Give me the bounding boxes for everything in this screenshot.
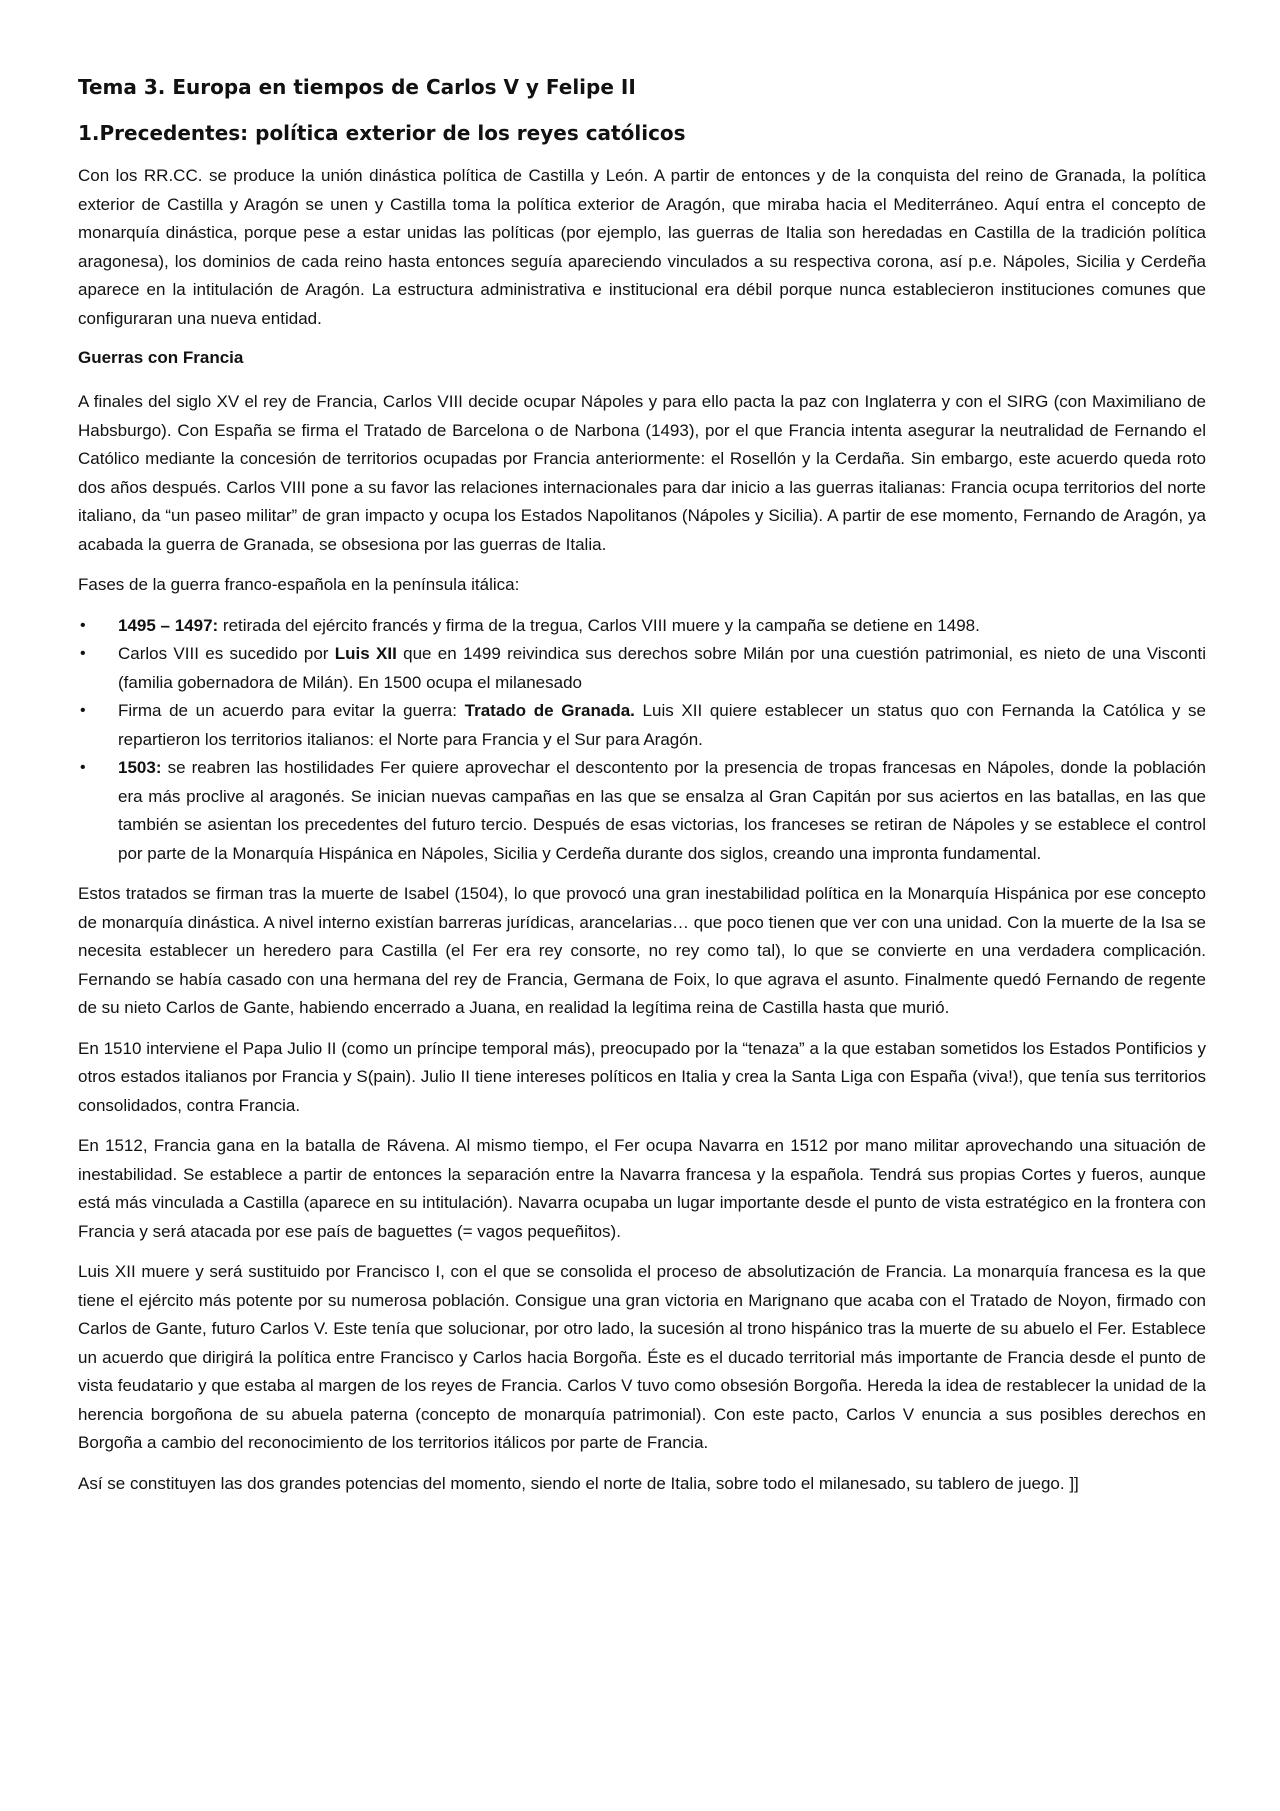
list-item-text-post: que en 1499 reivindica sus derechos sobre Milán por una cuestión patrimonial, es nieto de una Visconti (familia gobernadora de Milán). En 1500 ocupa el milanesado	[118, 644, 1206, 692]
list-item	[78, 754, 1206, 868]
list-item-bold: Tratado de Granada.	[464, 701, 635, 720]
bullet-icon: •	[80, 702, 86, 719]
paragraph-final: Así se constituyen las dos grandes potencias del momento, siendo el norte de Italia, sobre todo el milanesado, su tablero de juego. ]]	[78, 1473, 1079, 1493]
list-item-lead: 1495 – 1497:	[118, 615, 219, 635]
list-item-text-pre: Firma de un acuerdo para evitar la guerra:	[118, 701, 465, 720]
phases-list	[78, 612, 1206, 869]
paragraph-france: A finales del siglo XV el rey de Francia, Carlos VIII decide ocupar Nápoles y para ello pacta la paz con Inglaterra y con el SIRG (con Maximiliano de Habsburgo). Con España se firma el Tratado de Barcelona o de Narbona (1493), por el que Francia intenta asegurar la neutralidad de Fernando el Católico mediante la concesión de territorios ocupadas por Francia anteriormente: el Rosellón y la Cerdaña. Sin embargo, este acuerdo queda roto dos años después. Carlos VIII pone a su favor las relaciones internacionales para dar inicio a las guerras italianas: Francia ocupa territorios del norte italiano, da “un paseo militar” de gran impacto y ocupa los Estados Napolitanos (Nápoles y Sicilia). A partir de ese momento, Fernando de Aragón, ya acabada la guerra de Granada, se obsesiona por las guerras de Italia.	[78, 392, 1206, 554]
list-item-text: retirada del ejército francés y firma de la tregua, Carlos VIII muere y la campaña se detiene en 1498.	[218, 615, 980, 635]
list-item	[78, 640, 1206, 697]
paragraph-1510: En 1510 interviene el Papa Julio II (como un príncipe temporal más), preocupado por la “tenaza” a la que estaban sometidos los Estados Pontificios y otros estados italianos por Francia y S(pain). Julio II tiene intereses políticos en Italia y crea la Santa Liga con España (viva!), que tenía sus territorios consolidados, contra Francia.	[78, 1038, 1206, 1115]
section-title: 1.Precedentes: política exterior de los reyes católicos	[78, 121, 686, 145]
paragraph-1512: En 1512, Francia gana en la batalla de Rávena. Al mismo tiempo, el Fer ocupa Navarra en 1512 por mano militar aprovechando una situación de inestabilidad. Se establece a partir de entonces la separación entre la Navarra francesa y la española. Tendrá sus propias Cortes y fueros, aunque está más vinculada a Castilla (aparece en su intitulación). Navarra ocupaba un lugar importante desde el punto de vista estratégico en la frontera con Francia y será atacada por ese país de baguettes (= vagos pequeñitos).	[78, 1136, 1206, 1241]
intro-paragraph: Con los RR.CC. se produce la unión dinástica política de Castilla y León. A partir de entonces y de la conquista del reino de Granada, la política exterior de Castilla y Aragón se unen y Castilla toma la política exterior de Aragón, que miraba hacia el Mediterráneo. Aquí entra el concepto de monarquía dinástica, porque pese a estar unidas las políticas (por ejemplo, las guerras de Italia son heredadas en Castilla de la tradición política aragonesa), los dominios de cada reino hasta entonces seguía apareciendo vinculados a su respectiva corona, así p.e. Nápoles, Sicilia y Cerdeña aparece en la intitulación de Aragón. La estructura administrativa e institucional era débil porque nunca establecieron instituciones comunes que configuraran una nueva entidad.	[78, 166, 1206, 328]
list-item-text-post: Luis XII quiere establecer un status quo con Fernanda la Católica y se repartieron los territorios italianos: el Norte para Francia y el Sur para Aragón.	[118, 701, 1206, 749]
bullet-icon: •	[80, 645, 86, 662]
subheading-guerras-con-francia: Guerras con Francia	[78, 348, 244, 367]
list-item	[78, 612, 1206, 641]
document-title: Tema 3. Europa en tiempos de Carlos V y Felipe II	[78, 75, 636, 99]
paragraph-luis-xii: Luis XII muere y será sustituido por Francisco I, con el que se consolida el proceso de absolutización de Francia. La monarquía francesa es la que tiene el ejército más potente por su numerosa población. Consigue una gran victoria en Marignano que acaba con el Tratado de Noyon, firmado con Carlos de Gante, futuro Carlos V. Este tenía que solucionar, por otro lado, la sucesión al trono hispánico tras la muerte de su abuelo el Fer. Establece un acuerdo que dirigirá la política entre Francisco y Carlos hacia Borgoña. Éste es el ducado territorial más importante de Francia desde el punto de vista feudatario y que estaba al margen de los reyes de Francia. Carlos V tuvo como obsesión Borgoña. Hereda la idea de restablecer la unidad de la herencia borgoñona de su abuela paterna (concepto de monarquía patrimonial). Con este pacto, Carlos V enuncia a sus posibles derechos en Borgoña a cambio del reconocimiento de los territorios itálicos por parte de Francia.	[78, 1262, 1206, 1452]
paragraph-isabel: Estos tratados se firman tras la muerte de Isabel (1504), lo que provocó una gran inestabilidad política en la Monarquía Hispánica por ese concepto de monarquía dinástica. A nivel interno existían barreras jurídicas, arancelarias… que poco tienen que ver con una unidad. Con la muerte de la Isa se necesita establecer un heredero para Castilla (el Fer era rey consorte, no rey como tal), lo que se convierte en una verdadera complicación. Fernando se había casado con una hermana del rey de Francia, Germana de Foix, lo que agrava el asunto. Finalmente quedó Fernando de regente de su nieto Carlos de Gante, habiendo encerrado a Juana, en realidad la legítima reina de Castilla hasta que murió.	[78, 884, 1206, 1017]
bullet-icon: •	[80, 616, 86, 634]
phases-intro: Fases de la guerra franco-española en la península itálica:	[78, 575, 520, 594]
list-item-lead: 1503:	[118, 758, 162, 777]
list-item-bold: Luis XII	[334, 644, 397, 663]
list-item	[78, 697, 1206, 754]
list-item-text: se reabren las hostilidades Fer quiere aprovechar el descontento por la presencia de tropas francesas en Nápoles, donde la población era más proclive al aragonés. Se inician nuevas campañas en las que se ensalza al Gran Capitán por sus aciertos en las batallas, en las que también se asientan los precedentes del futuro tercio. Después de esas victorias, los franceses se retiran de Nápoles y se establece el control por parte de la Monarquía Hispánica en Nápoles, Sicilia y Cerdeña durante dos siglos, creando una impronta fundamental.	[118, 758, 1206, 863]
document-page	[78, 74, 1206, 1510]
list-item-text-pre: Carlos VIII es sucedido por	[118, 644, 335, 663]
bullet-icon: •	[80, 759, 86, 776]
